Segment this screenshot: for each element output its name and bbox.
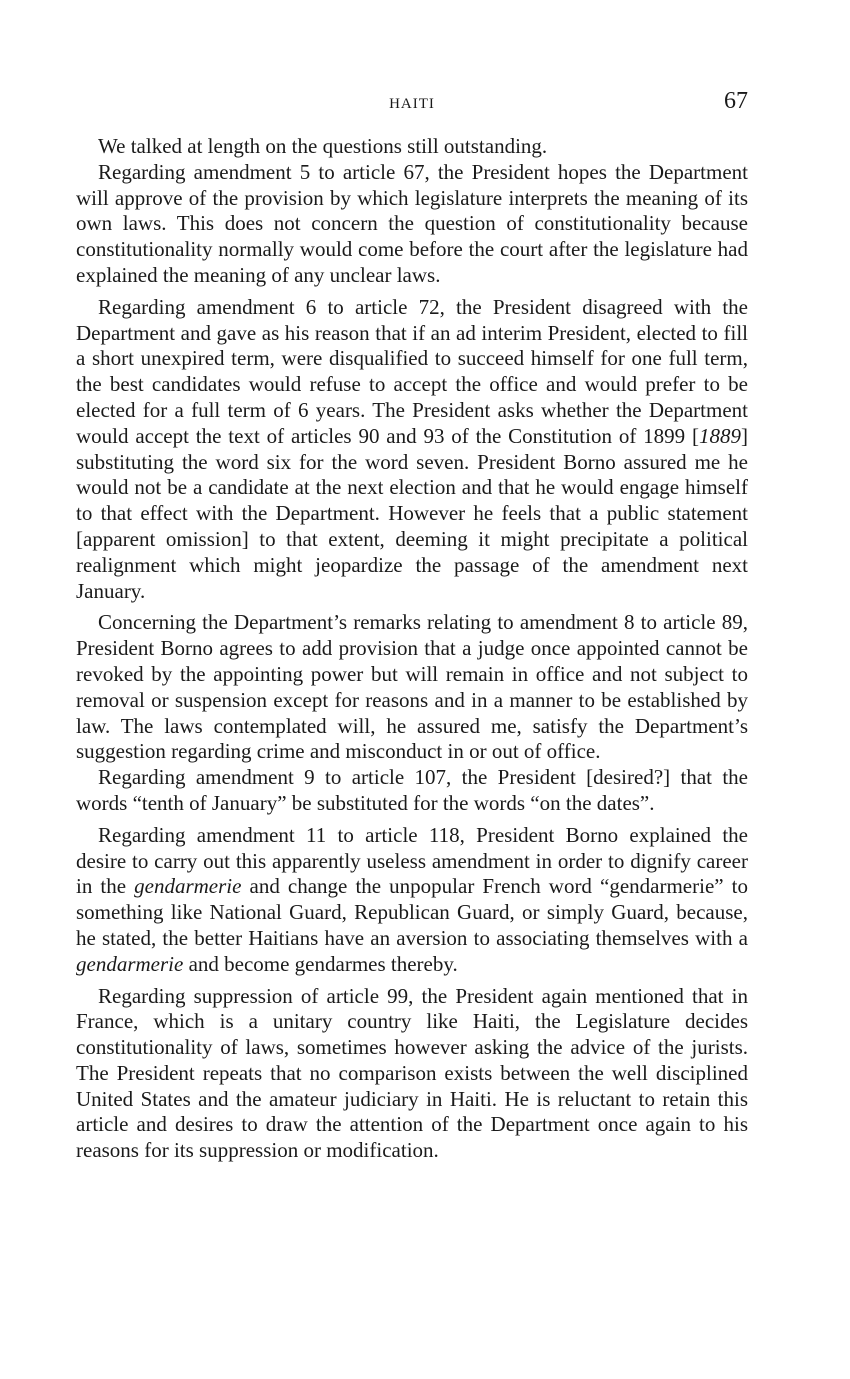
paragraph-3-text-c: ] substituting the word six for the word seven. President Borno assured me he would not be a candidate at the next election and that he would engage himself to that effect with the Department. However he feels that a public statement [apparent omission] to that extent, deeming it might precipitate a political realignment which might jeopardize the passage of the amendment next January. (76, 423, 748, 603)
running-title: HAITI (389, 96, 435, 112)
paragraph-6-italic-term-2: gendarmerie (76, 951, 184, 976)
paragraph-6-text-a: Regarding amendment 11 to article 118, President Borno explained the desire to carry out this apparently useless amendment in order to dignify career in the (76, 822, 748, 899)
body-text (76, 134, 748, 1164)
paragraph-3-text-a: Regarding amendment 6 to article 72, the President disagreed with the Department and gave as his reason that if an ad interim President, elected to fill a short unexpired term, were disqualified to succeed himself for one full term, the best candidates would refuse to accept the office and would prefer to be elected for a full term of 6 years. The President asks whether the Department would accept the text of articles 90 and 93 of the Constitution of 1899 [ (76, 294, 748, 448)
page-number: 67 (724, 88, 748, 114)
paragraph-5: Regarding amendment 9 to article 107, the President [desired?] that the words “tenth of January” be substituted for the words “on the dates”. (76, 765, 748, 815)
paragraph-3 (76, 295, 748, 605)
running-header (76, 86, 748, 126)
paragraph-7: Regarding suppression of article 99, the President again mentioned that in France, which is a unitary country like Haiti, the Legislature decides constitutionality of laws, sometimes however asking the advice of the jurists. The President repeats that no comparison exists between the well disciplined United States and the amateur judiciary in Haiti. He is reluctant to retain this article and desires to draw the attention of the Department once again to his reasons for its suppression or modification. (76, 983, 748, 1163)
paragraph-3-italic-year: 1889 (699, 423, 741, 448)
paragraph-6 (76, 823, 748, 978)
paragraph-2: Regarding amendment 5 to article 67, the President hopes the Department will approve of the provision by which legislature interprets the meaning of its own laws. This does not concern the question of constitutionality because constitutionality normally would come before the court after the legislature had explained the meaning of any unclear laws. (76, 159, 748, 287)
paragraph-6-italic-term-1: gendarmerie (134, 874, 242, 899)
paragraph-6-text-e: and become gendarmes thereby. (183, 951, 458, 976)
paragraph-4: Concerning the Department’s remarks relating to amendment 8 to article 89, President Borno agrees to add provision that a judge once appointed cannot be revoked by the appointing power but will remain in office and not subject to removal or suspension except for reasons and in a manner to be established by law. The laws contemplated will, he assured me, satisfy the Department’s suggestion regarding crime and misconduct in or out of office. (76, 610, 748, 764)
paragraph-1: We talked at length on the questions still outstanding. (98, 134, 548, 158)
paragraph-6-text-c: and change the unpopular French word “gendarmerie” to something like National Guard, Republican Guard, or simply Guard, because, he stated, the better Haitians have an aversion to associating themselves with a (76, 874, 748, 950)
